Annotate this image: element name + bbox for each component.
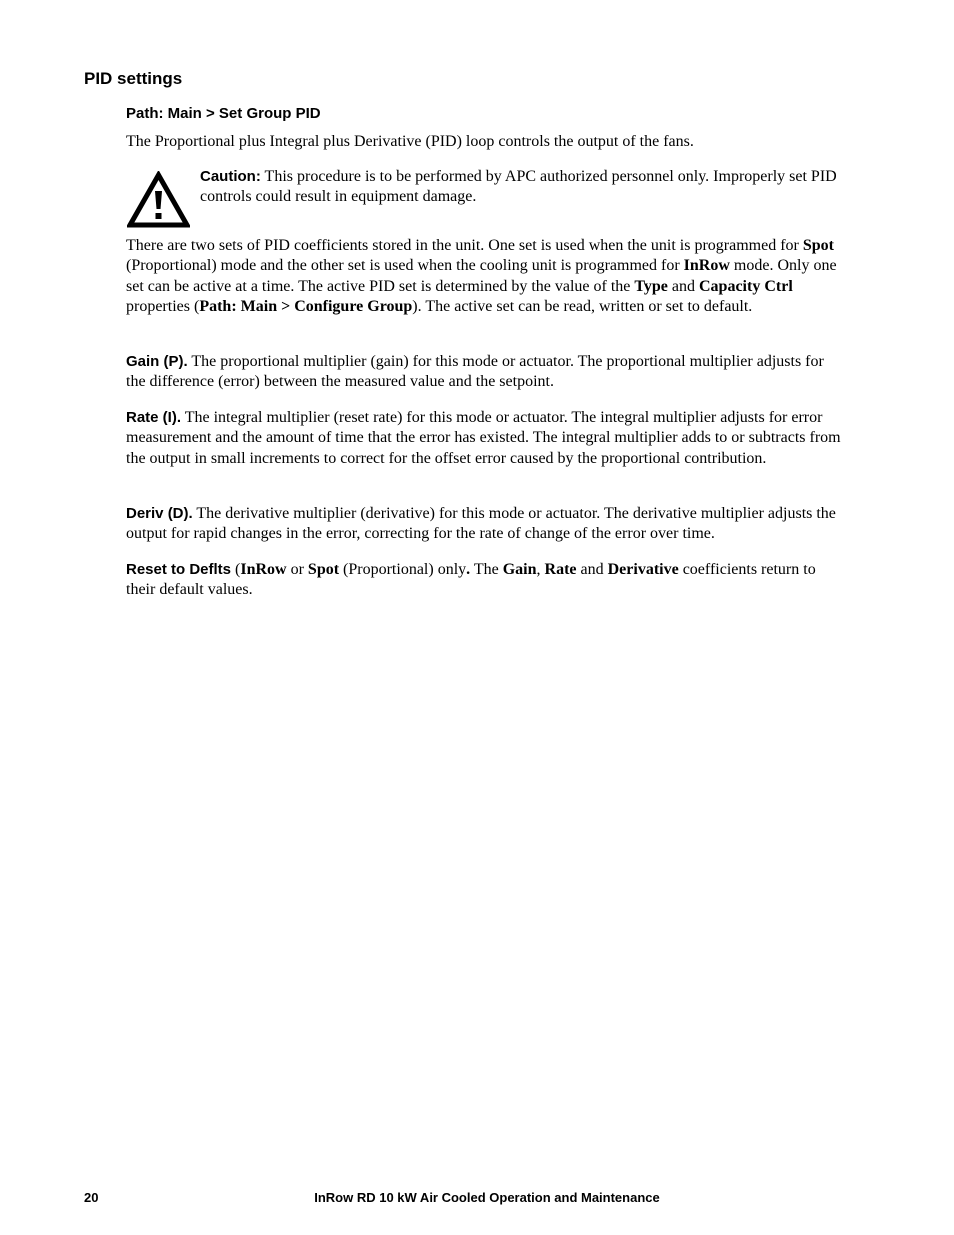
path-heading: Path: Main > Set Group PID [126,105,321,122]
bold-term: Rate [544,561,577,578]
bold-term: Derivative [607,561,679,578]
bold-term: Capacity Ctrl [699,277,793,295]
deriv-paragraph [126,504,842,545]
text-run: properties ( [126,298,200,316]
text-run: ( [231,561,241,578]
gain-label: Gain (P). [126,353,188,370]
page-number: 20 [84,1190,99,1205]
bold-term: Gain [502,561,537,578]
bold-term: InRow [240,561,287,578]
gain-paragraph [126,352,842,393]
bold-term: . [466,561,471,578]
bold-term: Type [634,277,668,295]
gain-text: The proportional multiplier (gain) for this mode or actuator. The proportional multiplier adjusts for the difference (error) between the measured value and the setpoint. [126,353,824,391]
reset-label: Reset to Deflts [126,561,232,578]
text-run: (Proportional) only [339,561,467,578]
deriv-text: The derivative multiplier (derivative) for this mode or actuator. The derivative multiplier adjusts the output for rapid changes in the error, correcting for the rate of change of the error over time. [126,505,836,543]
rate-text: The integral multiplier (reset rate) for this mode or actuator. The integral multiplier adjusts for error measurement and the amount of time that the error has existed. The integral multiplier adds to or subtracts from the output in small increments to correct for the offset error caused by the proportional contribution. [126,409,841,467]
footer-document-title: InRow RD 10 kW Air Cooled Operation and Maintenance [314,1190,660,1205]
text-run: ). The active set can be read, written or set to default. [412,298,753,316]
bold-term: Spot [802,237,834,254]
text-run: , [536,561,545,578]
text-run: mode. Only one set can be active at a time. The active PID set is determined by the value of the [126,257,837,295]
coefficients-paragraph [126,236,842,318]
text-run: and [576,561,608,578]
bold-term: InRow [683,257,730,275]
rate-label: Rate (I). [126,409,182,426]
bold-term: Path: Main > Configure Group [199,298,413,316]
warning-triangle-icon [127,171,190,229]
intro-paragraph: The Proportional plus Integral plus Derivative (PID) loop controls the output of the fans. [126,133,694,150]
text-run: The [470,561,503,578]
caution-label: Caution: [200,168,261,185]
text-run: or [286,561,308,578]
text-run: There are two sets of PID coefficients stored in the unit. One set is used when the unit is programmed for [126,237,803,254]
reset-paragraph [126,560,842,601]
section-title: PID settings [84,69,183,88]
text-run: and [667,277,699,295]
bold-term: Spot [307,561,340,578]
caution-body: This procedure is to be performed by APC authorized personnel only. Improperly set PID controls could result in equipment damage. [200,168,837,206]
text-run: coefficients return to their default values. [126,561,816,599]
deriv-label: Deriv (D). [126,505,193,522]
text-run: (Proportional) mode and the other set is used when the cooling unit is programmed for [126,257,684,275]
caution-note [200,167,842,208]
rate-paragraph [126,408,842,469]
